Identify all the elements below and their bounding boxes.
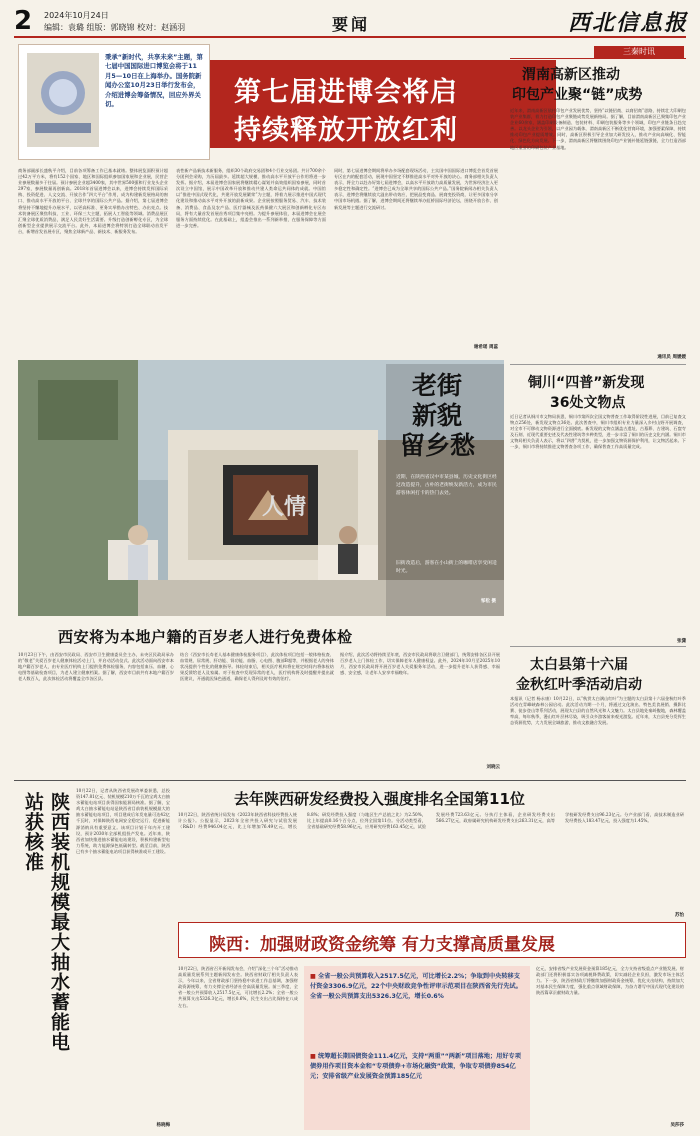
expo-logo-image	[27, 53, 99, 147]
sidebar-story1-headline1: 渭南高新区推动	[522, 67, 620, 83]
sidebar-story2-body: 近日记者从铜川市文物局获悉，铜川市第四次全国文物普查工作取得阶段性进展，目前已复查文物点256处，新发现文物点36处。此次普查中，铜川市组织专业力量深入乡村山野开展调查，对全市不可移动文物资源进行全面摸底。新发现的文物点涵盖古遗址、古墓葬、古建筑、石窟寺及石刻、近现代重要史迹及代表性建筑等多种类型，进一步丰富了铜川的历史文化内涵。铜川市文物局相关负责人表示，将以“四普”为契机，进一步加强文物资源保护利用，让文物活起来。下一步，铜川市将持续推进文物普查各项工作，确保普查工作高质量完成。	[510, 414, 686, 450]
sidebar-story3-headline2: 金秋红叶季活动启动	[516, 677, 642, 693]
finance-highlight-2	[310, 1052, 524, 1081]
finance-headline-box	[178, 922, 686, 958]
sidebar-story3-headline1: 太白县第十六届	[530, 657, 628, 673]
bullet-square-icon: ■	[310, 1053, 319, 1060]
newspaper-logo: 西北信息报	[568, 10, 689, 36]
main-story-col3: 同时，第七届进博会期间将举办多场配套现场活动，主宾国中国国际进口博览会首发首展专区在内的配套活动，展现中国坚定不移推进高水平对外开放的决心。商务部相关负责人表示，将全力以赴办好第七届进博会，以高水平开放助力高质量发展，为世界经济注入更多稳定性和确定性。“进博会已成为全球共享的国际公共产品。”国务院新闻办相关负责人表示，进博会将继续放大溢出带动效应，把展品变商品、展商变投资商，让更多国家分享中国市场机遇。据了解，进博会期间还将继续举办虹桥国际经济论坛，围绕开放合作、创新发展等主题进行交流研讨。	[334, 168, 498, 210]
research-body: 10月22日，陕西省统计局发布《2023年陕西省科技经费投入统计公报》。公报显示，2023年全省共投入研究与试验发展（R&D）经费946.04亿元，比上年增加76.49亿元，增长8.8%；研发经费投入强度（与地区生产总值之比）为2.50%，比上年提高0.16个百分点，位列全国第11位。分活动类型看，全省基础研究经费58.96亿元，应用研究经费163.45亿元，试验发展经费723.63亿元。分执行主体看，企业研发经费支出566.27亿元，政府属研究机构研发经费支出263.31亿元，高等学校研发经费支出96.23亿元。分产业部门看，高技术制造业研发经费投入183.47亿元，投入强度为1.45%。	[178, 812, 684, 830]
finance-col3: 亿元，安排省级产业发展资金预算185亿元，全力支持省级重点产业链发展。财政部门还将积极落实各项减税降费政策，切实减轻企业负担，激发市场主体活力。下一步，陕西省财政厅将继续加强财政资金统筹，优化支出结构，持续加大对基本民生保障力度，强化重点领域财政保障，为奋力谱写中国式现代化建设的陕西篇章贡献财政力量。	[536, 966, 684, 996]
header-rule	[14, 36, 686, 38]
energy-byline: 杨晓梅	[156, 1123, 170, 1128]
main-headline-line2: 持续释放开放红利	[234, 115, 458, 146]
sidebar-divider-2	[510, 646, 686, 647]
issue-date: 2024年10月24日	[44, 11, 109, 20]
section-title: 要闻	[332, 15, 371, 34]
sidebar-story1-byline: 通讯员 周媛媛	[657, 355, 686, 360]
lead-box	[18, 44, 210, 160]
main-headline-banner	[210, 60, 556, 148]
clinic-col2: 结合《西安市长寿老人基本健康体检服务项目》，此次体检项目包括一般体格检查、血常规、尿常规、肝功能、肾功能、血脂、心电图、腹部B超等，并根据老人的身体状况提供个性化的健康指导。体检结束后，相关医疗机构将在规定时间内将体检结果反馈给老人及家属。对于检查中发现异常的老人，医疗机构将及时提醒并提出就医建议，开通就医绿色通道，确保老人得到及时有效的治疗。	[180, 652, 334, 682]
finance-highlight-1	[310, 972, 524, 1001]
photo-caption-intro: 近期，在陕西省汉中市某县城，历史文化街区经过改造提升，古朴的老街焕发新活力，成为市民游客休闲打卡的热门去处。	[396, 475, 497, 496]
bullet-square-icon: ■	[310, 973, 319, 980]
photo-byline: 邹松 摄	[480, 599, 496, 604]
main-headline-line1: 第七届进博会将启	[234, 77, 458, 108]
sidebar-story2-byline: 张潇	[677, 639, 686, 644]
sidebar-divider-1	[510, 364, 686, 365]
section-divider	[14, 780, 686, 781]
photo-caption: 旧街改造后，游客在小山街上的咖啡店享受闲适时光。	[396, 561, 497, 574]
finance-highlight-1-text: 全省一般公共预算收入2517.5亿元，可比增长2.2%；争取到中央转移支付资金3306.9亿元，22个中央财政竞争性评审示范项目在陕西省先行先试。全省一般公共预算支出5326.3亿元，增长0.6%	[310, 973, 522, 1000]
clinic-headline: 西安将为本地户籍的百岁老人进行免费体检	[58, 628, 353, 646]
sidebar-story1-headline2: 印包产业聚“链”成势	[512, 87, 643, 103]
photo-title-line2: 新貌	[412, 401, 463, 430]
editor-credits: 编辑：袁璐 组版：郭晓锦 校对：赵涵羽	[44, 23, 186, 32]
finance-col1: 10月22日，陕西省召开新闻发布会，介绍“深化三个年”活动推动高质量发展系列主题新闻发布会。陕西省财政厅相关负责人表示，今年以来，全省财政部门坚持稳中求进工作总基调，加强财政资源统筹，有力支撑全省经济社会高质量发展。前三季度，全省一般公共预算收入2517.5亿元，可比增长2.2%；全省一般公共预算支出5326.3亿元，增长0.6%，民生支出占比保持在八成左右。	[178, 966, 298, 1008]
shop-sign: 人情	[262, 494, 307, 520]
lead-summary: 秉承“新时代，共享未来”主题，第七届中国国际进口博览会将于11月5—10日在上海举办。国务院新闻办公室10月23日举行发布会，介绍进博会筹备情况，回应外界关切。	[105, 53, 203, 109]
clinic-col3: 据介绍，此次活动将持续至年底，西安市民政局将联合卫健部门，统筹安排各区县开展百岁老人上门体检工作，切实保障老年人健康权益。此外，2024年10月至2025年10月，西安市民政局将开展百岁老人关爱服务年活动，进一步提升老年人获得感、幸福感、安全感，让老年人安享幸福晚年。	[340, 652, 500, 676]
photo-title-line1: 老街	[412, 371, 463, 400]
page-number: 2	[14, 6, 33, 36]
finance-headline: 陕西：加强财政资金统筹 有力支撑高质量发展	[209, 935, 555, 955]
energy-body: 10月22日，记者从陕西省发展改革委获悉，总投资147.81亿元、装机规模210万千瓦的宝鸡太白抽水蓄能电站项目获得国家能源局核准。据了解，宝鸡太白抽水蓄能电站是陕西省目前装机规模最大的抽水蓄能电站项目，项目建成后年发电量可达42亿千瓦时，对保障陕西电网安全稳定运行、促进新能源消纳具有重要意义。该项目计划于年内开工建设，预计2030年全部机组投产发电。近年来，陕西省加快推进抽水蓄能电站建设，积极构建新型电力系统，助力能源绿色低碳转型。截至目前，陕西已有多个抽水蓄能电站项目获得核准或开工建设。	[76, 788, 170, 854]
sidebar-label: 三秦时讯	[594, 46, 684, 58]
clinic-col1: 10月23日下午，由西安市民政局、西安市卫生健康委员会主办，未央区民政局承办的“敬老”关爱百岁老人健康体检活动上门，并启动活动仪式。此次活动面向西安市本地户籍百岁老人，由专业医疗机构上门提供免费体检服务，内容包括血压、血糖、心电图等基础检查项目，为老人建立健康档案。据了解，西安市目前共有本地户籍百岁老人数百人，此次体检活动将覆盖全市各区县。	[18, 652, 174, 682]
research-byline: 苏怡	[675, 913, 684, 918]
main-story-col2: 表性新产品新技术新服务，组织30个政府交易团和4个行业交易团。共计700余个分团到会采购，为历届最多。延续超大规模、推动高水平开放平台作用将进一步发挥。据介绍，本届进博会国家展将继续精心谋划并高效组织国家参展，同时首次设立中国馆，展示中国改革开放和推动共建人类命运共同体的成就。中国馆以“推进中国式现代化，共建开放发展繁荣”为主题，将着力展示推进中国式现代化建设和推动高水平对外开放的最新成果。企业展按照服务贸易、汽车、技术装备、消费品、食品及农产品、医疗器械及医药保健六大展区和创新孵化专区布局，将有大量首发首展首秀项目集中亮相。为提升参展体验，本届进博会在展会服务方面持续优化。在此基础上，组委会推出一系列新举措，在服务保障等方面进一步完善。	[176, 168, 326, 228]
photo-title-line3: 留乡愁	[400, 431, 476, 460]
finance-highlight-box	[304, 966, 530, 1130]
photo-caption-panel	[386, 364, 504, 616]
main-story-col1: 商务部副部长盛秋平介绍，目前各项筹备工作已基本就绪。整体展览面积预计超过42万平方米，将有152个国家、地区和国际组织参加国家展和企业展，民营企业参展数量多于往届。预计参展企业超3400家，其中世界500强和行业龙头企业297家，参展数量再创新高。2018年首届进博会以来，进博会持续发挥国际采购、投资促进、人文交流、开放合作“四大平台”作用，成为构建新发展格局的窗口、推动高水平开放的平台、全球共享的国际公共产品。据介绍，第七届进博会将坚持不懈地提升办展水平，以更高标准、更务实举措办出特色、办出亮点。技术装备展区聚焦科技、工业、环保三大主题，拓展人工智能等领域。消费品展区汇聚全球优质消费品，满足人民美好生活需要。升级打造创新孵化专区，为全球创新型企业提供展示交流平台。此外，本届进博会将特别打造全球联动首发平台，新增首发首展专区，聚焦全球新产品、新技术、新服务发布。	[18, 168, 168, 234]
clinic-byline: 刘晓云	[486, 765, 500, 770]
finance-highlight-2-text: 统筹超长期国债资金111.4亿元，支持“两重”“两新”项目落地；用好专项债券用作项目资本金和“专项债券+市场化融资”政策，争取专项债券854亿元；安排省级产业发展资金预算185亿元	[310, 1053, 521, 1080]
research-headline: 去年陕西研发经费投入强度排名全国第11位	[234, 790, 525, 808]
sidebar-rule	[510, 58, 686, 59]
finance-byline: 吴莎莎	[670, 1123, 684, 1128]
sidebar-story1-body: 近年来，渭南高新区依托印包产业发展优势，坚持“以链招商、以商招商”思路，持续壮大印刷包装产业集群，着力打造印包产业聚链成势发展新格局。据了解，目前渭南高新区已聚集印包产业企业60余家，涵盖印刷设备制造、包装材料、印刷包装服务等多个领域，印包产业链条日趋完善。以龙头企业为引领，以产业园为载体，渭南高新区不断优化营商环境，加强要素保障，持续推动印包产业提质增效。同时，高新区积极引导企业加大研发投入，推动产业向高端化、智能化、绿色化方向发展。下一步，渭南高新区将继续围绕印包产业链补链延链强链，全力打造西部地区重要的印刷包装产业基地。	[510, 108, 686, 150]
main-story-byline: 谢希瑶 周蕊	[473, 345, 498, 350]
sidebar-story2-headline1: 铜川“四普”新发现	[528, 375, 645, 391]
sidebar-story2-headline2: 36处文物点	[550, 395, 626, 411]
energy-vertical-headline: 陕西装机规模最大抽水蓄能电站获核准	[22, 792, 70, 1052]
sidebar-story3-body: 本报讯（记者 杨永康）10月22日，以“秋赏太白满山红叶”为主题的太白县第十六届金秋红叶季活动在青峰峡森林公园启动。此次活动为期一个月，将通过文化演出、特色美食展销、摄影比赛、徒步登山等系列活动，展现太白县的自然风光和人文魅力。太白县地处秦岭腹地，森林覆盖率高，每年秋季，漫山红叶层林尽染，吸引众多游客前来观光游览。近年来，太白县充分发挥生态资源优势，大力发展全域旅游，推动文旅融合发展。	[510, 696, 686, 726]
